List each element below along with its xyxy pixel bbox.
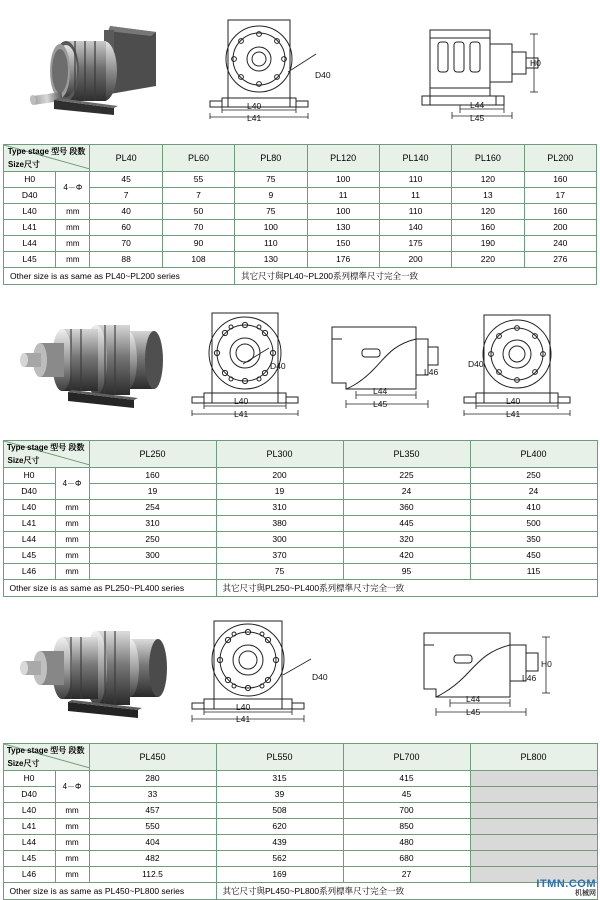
model-header: PL350 bbox=[343, 441, 470, 468]
cell: 115 bbox=[470, 564, 597, 580]
cell: 90 bbox=[162, 236, 234, 252]
model-header: PL400 bbox=[470, 441, 597, 468]
row-label: L45 bbox=[4, 252, 56, 268]
model-header: PL300 bbox=[216, 441, 343, 468]
cell: 45 bbox=[90, 172, 162, 188]
row-label: D40 bbox=[3, 484, 55, 500]
cell: 220 bbox=[452, 252, 524, 268]
table-note-row bbox=[4, 268, 597, 285]
caption-h0-1: H0 bbox=[530, 58, 541, 68]
table-pl40-pl200 bbox=[3, 144, 597, 285]
cell: 420 bbox=[343, 548, 470, 564]
row-unit: mm bbox=[55, 548, 89, 564]
cell: 13 bbox=[452, 188, 524, 204]
cell: 250 bbox=[470, 468, 597, 484]
row-unit: mm bbox=[55, 867, 89, 883]
watermark-text: ITMN.COM bbox=[536, 878, 596, 890]
cell: 27 bbox=[343, 867, 470, 883]
cell: 254 bbox=[89, 500, 216, 516]
cell: 280 bbox=[89, 771, 216, 787]
note-en: Other size is as same as PL450~PL800 series bbox=[3, 883, 216, 900]
cell: 225 bbox=[343, 468, 470, 484]
cell: 50 bbox=[162, 204, 234, 220]
table-row bbox=[4, 236, 597, 252]
corner-label-size: Size尺寸 bbox=[7, 759, 40, 768]
drawing-side-view-1 bbox=[408, 14, 543, 124]
table-row bbox=[3, 516, 597, 532]
cell: 500 bbox=[470, 516, 597, 532]
row-label: L44 bbox=[3, 532, 55, 548]
cell: 240 bbox=[524, 236, 596, 252]
caption-l41-2: L41 bbox=[234, 409, 249, 419]
cell: 315 bbox=[216, 771, 343, 787]
cell: 410 bbox=[470, 500, 597, 516]
corner-label-size: Size尺寸 bbox=[7, 456, 40, 465]
cell: 120 bbox=[452, 204, 524, 220]
model-header: PL80 bbox=[235, 145, 307, 172]
row-unit: mm bbox=[56, 204, 90, 220]
caption-d40-1: D40 bbox=[315, 70, 331, 80]
cell: 108 bbox=[162, 252, 234, 268]
cell: 19 bbox=[216, 484, 343, 500]
cell: 482 bbox=[89, 851, 216, 867]
cell: 310 bbox=[216, 500, 343, 516]
cell bbox=[470, 835, 597, 851]
table-header-row bbox=[4, 145, 597, 172]
cell: 130 bbox=[235, 252, 307, 268]
cell: 60 bbox=[90, 220, 162, 236]
cell bbox=[470, 819, 597, 835]
table-row bbox=[3, 500, 597, 516]
row-label: D40 bbox=[3, 787, 55, 803]
cell bbox=[470, 851, 597, 867]
row-unit: 4－Φ bbox=[55, 771, 89, 803]
cell: 200 bbox=[379, 252, 451, 268]
note-cn: 其它尺寸與PL450~PL800系列標準尺寸完全一致 bbox=[216, 883, 597, 900]
row-unit: mm bbox=[56, 236, 90, 252]
product-photo-pl-large bbox=[8, 617, 173, 734]
cell: 45 bbox=[343, 787, 470, 803]
table-note-row bbox=[3, 580, 597, 597]
cell bbox=[470, 787, 597, 803]
table-pl250-pl400 bbox=[3, 440, 598, 597]
drawing-section-view-2 bbox=[320, 309, 445, 422]
cell: 450 bbox=[470, 548, 597, 564]
table-row bbox=[4, 188, 597, 204]
cell: 276 bbox=[524, 252, 596, 268]
cell: 17 bbox=[524, 188, 596, 204]
table-corner-header bbox=[4, 145, 90, 172]
row-label: L40 bbox=[3, 803, 55, 819]
leader-line-d40-3 bbox=[283, 657, 315, 679]
cell: 100 bbox=[235, 220, 307, 236]
caption-d40-2: D40 bbox=[270, 361, 286, 371]
cell: 39 bbox=[216, 787, 343, 803]
cell: 75 bbox=[235, 204, 307, 220]
cell: 7 bbox=[90, 188, 162, 204]
cell: 445 bbox=[343, 516, 470, 532]
model-header: PL250 bbox=[89, 441, 216, 468]
row-label: L40 bbox=[4, 204, 56, 220]
caption-d40-2b: D40 bbox=[468, 359, 484, 369]
cell: 160 bbox=[524, 204, 596, 220]
row-unit: mm bbox=[56, 252, 90, 268]
caption-l46-2: L46 bbox=[424, 367, 439, 377]
caption-l41-3: L41 bbox=[236, 714, 251, 724]
note-cn: 其它尺寸與PL250~PL400系列標準尺寸完全一致 bbox=[216, 580, 597, 597]
cell: 300 bbox=[89, 548, 216, 564]
model-header: PL120 bbox=[307, 145, 379, 172]
cell: 350 bbox=[470, 532, 597, 548]
leader-line-d40-2 bbox=[243, 346, 273, 368]
model-header: PL160 bbox=[452, 145, 524, 172]
cell: 562 bbox=[216, 851, 343, 867]
cell: 40 bbox=[90, 204, 162, 220]
cell: 480 bbox=[343, 835, 470, 851]
corner-label-size: Size尺寸 bbox=[8, 160, 41, 169]
cell: 9 bbox=[235, 188, 307, 204]
row-unit: mm bbox=[55, 835, 89, 851]
cell: 439 bbox=[216, 835, 343, 851]
caption-l45-2: L45 bbox=[373, 399, 388, 409]
caption-d40-3: D40 bbox=[312, 672, 328, 682]
row-label: L41 bbox=[4, 220, 56, 236]
caption-l45-1: L45 bbox=[470, 113, 485, 123]
model-header: PL800 bbox=[470, 744, 597, 771]
model-header: PL700 bbox=[343, 744, 470, 771]
cell: 70 bbox=[162, 220, 234, 236]
table-header-row bbox=[3, 744, 597, 771]
cell: 24 bbox=[343, 484, 470, 500]
cell: 70 bbox=[90, 236, 162, 252]
table-row bbox=[4, 252, 597, 268]
cell: 176 bbox=[307, 252, 379, 268]
row-unit: 4－Φ bbox=[55, 468, 89, 500]
table-row bbox=[3, 564, 597, 580]
cell: 160 bbox=[89, 468, 216, 484]
note-en: Other size is as same as PL250~PL400 series bbox=[3, 580, 216, 597]
row-label: L46 bbox=[3, 564, 55, 580]
cell: 110 bbox=[379, 204, 451, 220]
cell: 310 bbox=[89, 516, 216, 532]
table-note-row bbox=[3, 883, 597, 900]
caption-l46-3: L46 bbox=[522, 673, 537, 683]
caption-l41: L41 bbox=[247, 113, 262, 123]
cell: 457 bbox=[89, 803, 216, 819]
cell: 850 bbox=[343, 819, 470, 835]
cell: 95 bbox=[343, 564, 470, 580]
model-header: PL200 bbox=[524, 145, 596, 172]
cell: 110 bbox=[235, 236, 307, 252]
cell: 130 bbox=[307, 220, 379, 236]
row-unit: mm bbox=[55, 532, 89, 548]
table-row bbox=[3, 787, 597, 803]
cell bbox=[470, 803, 597, 819]
table-row bbox=[3, 468, 597, 484]
corner-label-type: Type stage 型号 段数 bbox=[6, 746, 85, 755]
cell: 160 bbox=[452, 220, 524, 236]
cell: 55 bbox=[162, 172, 234, 188]
model-header: PL40 bbox=[90, 145, 162, 172]
cell: 140 bbox=[379, 220, 451, 236]
product-photo-pl-small bbox=[18, 14, 168, 131]
cell: 190 bbox=[452, 236, 524, 252]
model-header: PL550 bbox=[216, 744, 343, 771]
row-label: L44 bbox=[4, 236, 56, 252]
model-header: PL60 bbox=[162, 145, 234, 172]
cell: 200 bbox=[524, 220, 596, 236]
row-label: L46 bbox=[3, 867, 55, 883]
cell: 404 bbox=[89, 835, 216, 851]
row-unit: mm bbox=[55, 516, 89, 532]
figure-row-3 bbox=[0, 611, 600, 739]
table-row bbox=[3, 484, 597, 500]
table-header-row bbox=[3, 441, 597, 468]
row-unit: mm bbox=[55, 819, 89, 835]
row-label: H0 bbox=[3, 771, 55, 787]
caption-h0-3: H0 bbox=[541, 659, 552, 669]
product-photo-pl-medium bbox=[10, 309, 170, 424]
figure-row-2 bbox=[0, 301, 600, 436]
note-en: Other size is as same as PL40~PL200 series bbox=[4, 268, 235, 285]
row-unit: mm bbox=[55, 564, 89, 580]
cell: 320 bbox=[343, 532, 470, 548]
row-unit: mm bbox=[55, 851, 89, 867]
cell: 300 bbox=[216, 532, 343, 548]
cell: 7 bbox=[162, 188, 234, 204]
table-row bbox=[3, 867, 597, 883]
cell: 11 bbox=[307, 188, 379, 204]
cell: 550 bbox=[89, 819, 216, 835]
table-row bbox=[3, 835, 597, 851]
cell: 150 bbox=[307, 236, 379, 252]
leader-line-d40-1 bbox=[288, 52, 320, 76]
cell: 700 bbox=[343, 803, 470, 819]
cell: 100 bbox=[307, 204, 379, 220]
caption-l40-2: L40 bbox=[234, 396, 249, 406]
table-row bbox=[4, 220, 597, 236]
row-unit: 4－Φ bbox=[56, 172, 90, 204]
row-label: L45 bbox=[3, 851, 55, 867]
cell: 112.5 bbox=[89, 867, 216, 883]
table-row bbox=[3, 803, 597, 819]
cell: 175 bbox=[379, 236, 451, 252]
corner-label-type: Type stage 型号 段数 bbox=[6, 443, 85, 452]
table-corner-header bbox=[3, 441, 89, 468]
cell: 370 bbox=[216, 548, 343, 564]
table-row bbox=[3, 532, 597, 548]
cell: 33 bbox=[89, 787, 216, 803]
table-row bbox=[3, 771, 597, 787]
cell: 75 bbox=[235, 172, 307, 188]
table-corner-header bbox=[3, 744, 89, 771]
caption-l40-3: L40 bbox=[236, 702, 251, 712]
site-watermark bbox=[536, 879, 596, 899]
caption-l44-3: L44 bbox=[466, 694, 481, 704]
drawing-section-view-3 bbox=[410, 617, 555, 727]
cell: 360 bbox=[343, 500, 470, 516]
note-cn: 其它尺寸與PL40~PL200系列標準尺寸完全一致 bbox=[235, 268, 597, 285]
cell: 19 bbox=[89, 484, 216, 500]
cell: 11 bbox=[379, 188, 451, 204]
table-row bbox=[3, 548, 597, 564]
cell: 75 bbox=[216, 564, 343, 580]
cell: 169 bbox=[216, 867, 343, 883]
cell: 508 bbox=[216, 803, 343, 819]
row-label: L41 bbox=[3, 819, 55, 835]
caption-l44-1: L44 bbox=[470, 100, 485, 110]
model-header: PL140 bbox=[379, 145, 451, 172]
cell: 88 bbox=[90, 252, 162, 268]
corner-label-type: Type stage 型号 段数 bbox=[7, 147, 86, 156]
caption-l40: L40 bbox=[247, 101, 262, 111]
row-unit: mm bbox=[55, 803, 89, 819]
watermark-text-cn: 机械网 bbox=[575, 890, 596, 897]
row-label: H0 bbox=[4, 172, 56, 188]
caption-l40-2b: L40 bbox=[506, 396, 521, 406]
table-row bbox=[4, 204, 597, 220]
cell: 100 bbox=[307, 172, 379, 188]
row-label: H0 bbox=[3, 468, 55, 484]
row-unit: mm bbox=[55, 500, 89, 516]
table-pl450-pl800 bbox=[3, 743, 598, 900]
cell: 24 bbox=[470, 484, 597, 500]
row-label: L45 bbox=[3, 548, 55, 564]
cell: 415 bbox=[343, 771, 470, 787]
cell: 380 bbox=[216, 516, 343, 532]
caption-l45-3: L45 bbox=[466, 707, 481, 717]
cell bbox=[470, 771, 597, 787]
row-label: L41 bbox=[3, 516, 55, 532]
table-row bbox=[3, 851, 597, 867]
caption-l41-2b: L41 bbox=[506, 409, 521, 419]
cell: 160 bbox=[524, 172, 596, 188]
table-row bbox=[4, 172, 597, 188]
cell bbox=[89, 564, 216, 580]
cell: 680 bbox=[343, 851, 470, 867]
row-label: L40 bbox=[3, 500, 55, 516]
cell: 250 bbox=[89, 532, 216, 548]
table-row bbox=[3, 819, 597, 835]
model-header: PL450 bbox=[89, 744, 216, 771]
row-label: D40 bbox=[4, 188, 56, 204]
cell: 120 bbox=[452, 172, 524, 188]
cell: 200 bbox=[216, 468, 343, 484]
row-unit: mm bbox=[56, 220, 90, 236]
figure-row-1 bbox=[0, 0, 600, 140]
cell: 110 bbox=[379, 172, 451, 188]
caption-l44-2: L44 bbox=[373, 386, 388, 396]
cell: 620 bbox=[216, 819, 343, 835]
row-label: L44 bbox=[3, 835, 55, 851]
